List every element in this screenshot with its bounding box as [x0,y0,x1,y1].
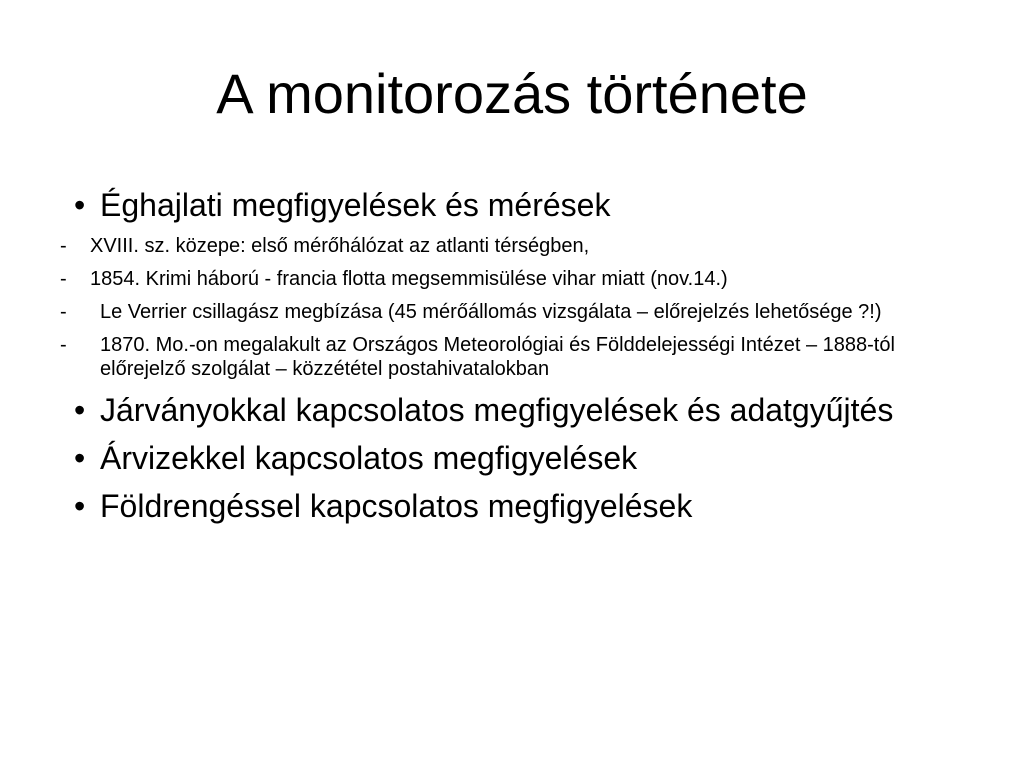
sub-item-text: 1870. Mo.-on megalakult az Országos Meteorológiai és Földdelejességi Intézet – 1888-tól előrejelző szolgálat – közzététel postahivatalokban [100,334,895,380]
bullet-text: Járványokkal kapcsolatos megfigyelések és adatgyűjtés [100,392,894,428]
bullet-marker: • [74,440,86,476]
bullet-item [60,185,960,225]
slide-title: A monitorozás története [216,62,808,125]
bullet-marker: • [74,392,86,428]
bullet-text: Árvizekkel kapcsolatos megfigyelések [100,440,638,476]
bullet-item [60,438,960,478]
bullet-text: Éghajlati megfigyelések és mérések [100,187,611,223]
dash-marker: - [60,301,67,323]
sub-item [60,300,960,324]
sub-item [60,267,960,291]
sub-item [60,333,960,381]
dash-marker: - [60,268,67,290]
sub-item-text: Le Verrier csillagász megbízása (45 mérőállomás vizsgálata – előrejelzés lehetősége ?!) [100,301,882,323]
bullet-item [60,390,960,430]
dash-marker: - [60,235,67,257]
sub-item [60,234,960,258]
bullet-text: Földrengéssel kapcsolatos megfigyelések [100,488,693,524]
sub-item-text: XVIII. sz. közepe: első mérőhálózat az atlanti térségben, [90,235,590,257]
bullet-item [60,486,960,526]
bullet-marker: • [74,488,86,524]
bullet-marker: • [74,187,86,223]
bullet-list [60,185,960,534]
dash-marker: - [60,334,67,356]
sub-item-text: 1854. Krimi háború - francia flotta megsemmisülése vihar miatt (nov.14.) [90,268,728,290]
